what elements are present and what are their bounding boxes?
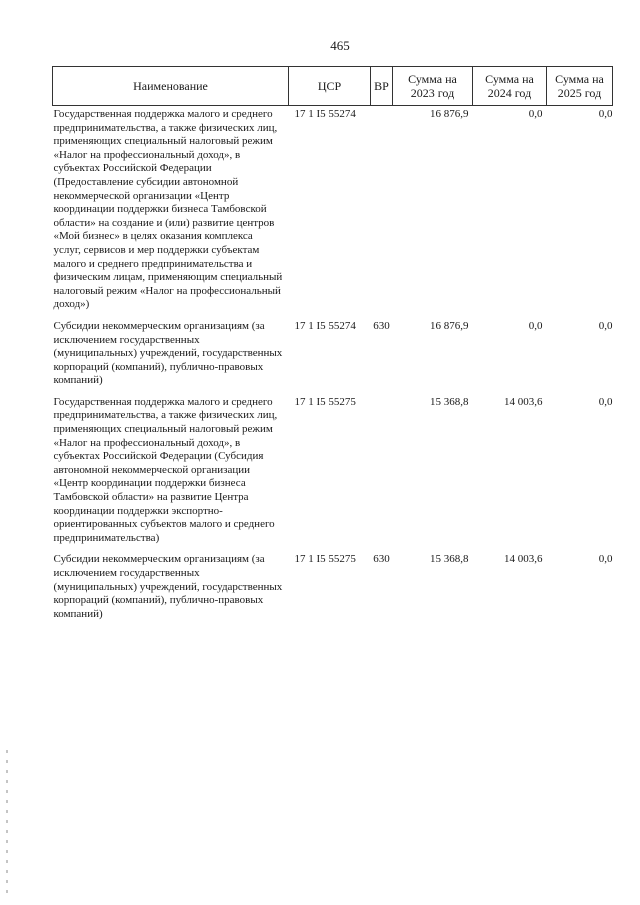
budget-table — [52, 66, 613, 627]
row-sum-2023: 15 368,8 — [430, 553, 469, 566]
row-vr — [371, 106, 393, 318]
table-row — [53, 394, 613, 552]
header-sum-2023: Сумма на 2023 год — [393, 67, 473, 106]
row-sum-2023: 16 876,9 — [430, 319, 469, 332]
row-csr: 17 1 I5 55275 — [294, 553, 356, 566]
row-csr: 17 1 I5 55275 — [294, 395, 356, 408]
header-csr: ЦСР — [289, 67, 371, 106]
row-sum-2023: 16 876,9 — [430, 108, 469, 120]
header-sum-2024: Сумма на 2024 год — [473, 67, 547, 106]
row-sum-2025: 0,0 — [598, 395, 613, 408]
table-row — [53, 106, 613, 318]
header-vr: ВР — [371, 67, 393, 106]
table-row — [53, 551, 613, 627]
page-number: 465 — [330, 38, 350, 53]
row-sum-2025: 0,0 — [598, 553, 613, 566]
row-vr: 630 — [373, 553, 390, 566]
row-sum-2025: 0,0 — [598, 108, 613, 120]
row-sum-2024: 0,0 — [528, 108, 543, 120]
row-vr — [371, 394, 393, 552]
row-sum-2025: 0,0 — [598, 319, 613, 332]
row-sum-2024: 0,0 — [528, 319, 543, 332]
row-name: Субсидии некоммерческим организациям (за исключением государственных (муниципальных) учреждений, государственных корпораций (компаний), публично-правовых компаний) — [53, 553, 283, 620]
row-name: Государственная поддержка малого и среднего предпринимательства, а также физических лиц, применяющих специальный налоговый режим «Налог на профессиональный доход», в субъектах Российской Федерации (Предоставление субсидии автономной некоммерческой организации «Центр координации поддержки бизнеса Тамбовской области» на создание и (или) развитие центров «Мой бизнес» в целях оказания комплекса услуг, сервисов и мер поддержки субъектам малого и среднего предпринимательства и физическим лицам, применяющим специальный налоговый режим «Налог на профессиональный доход») — [53, 108, 283, 311]
row-sum-2023: 15 368,8 — [430, 395, 469, 408]
header-name: Наименование — [53, 67, 289, 106]
header-sum-2025: Сумма на 2025 год — [547, 67, 613, 106]
row-name: Субсидии некоммерческим организациям (за исключением государственных (муниципальных) учреждений, государственных корпораций (компаний), публично-правовых компаний) — [53, 319, 283, 387]
row-vr: 630 — [373, 319, 390, 332]
row-name: Государственная поддержка малого и среднего предпринимательства, а также физических лиц, применяющих специальный налоговый режим «Налог на профессиональный доход», в субъектах Российской Федерации (Субсидия автономной некоммерческой организации «Центр координации поддержки бизнеса Тамбовской области» на развитие Центра координации поддержки экспортно-ориентированных субъектов малого и среднего предпринимательства) — [53, 395, 278, 544]
table-header-row — [53, 67, 613, 106]
row-sum-2024: 14 003,6 — [504, 553, 543, 566]
table-row — [53, 318, 613, 394]
row-csr: 17 1 I5 55274 — [294, 108, 356, 120]
scan-margin-marks — [6, 750, 8, 900]
row-sum-2024: 14 003,6 — [504, 395, 543, 408]
row-csr: 17 1 I5 55274 — [294, 319, 356, 332]
